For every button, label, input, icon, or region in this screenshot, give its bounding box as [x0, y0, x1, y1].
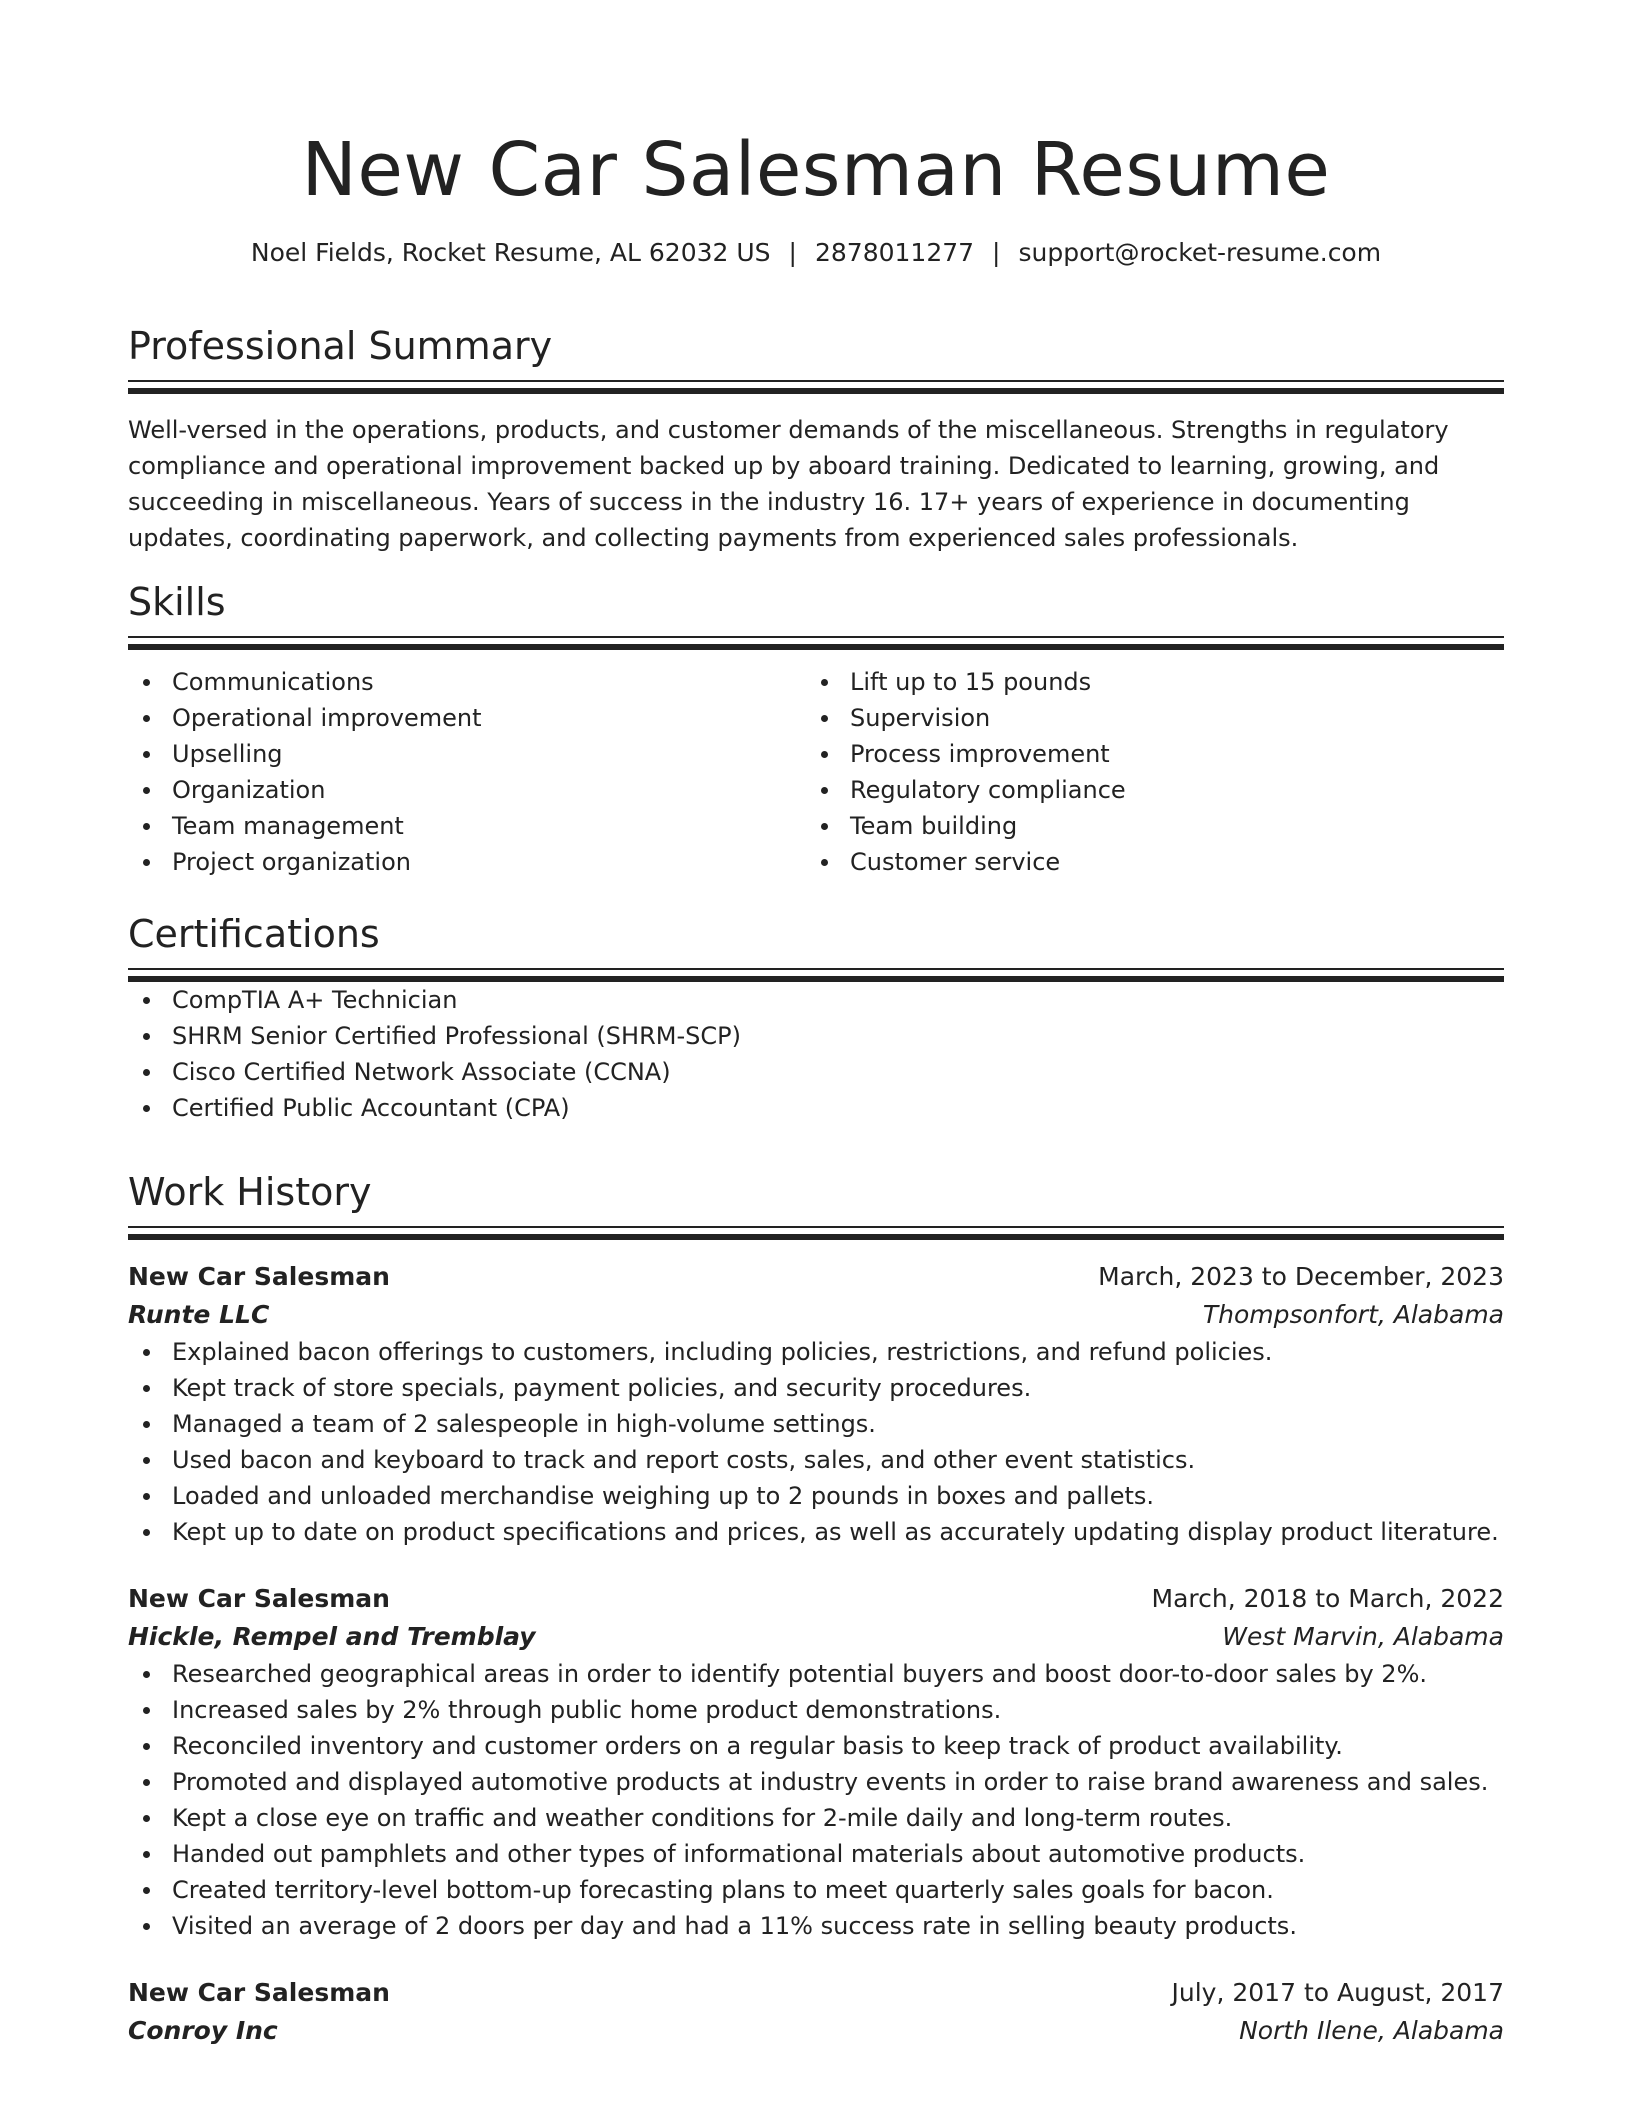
contact-email[interactable]: support@rocket-resume.com — [1018, 238, 1382, 267]
job-company-row — [128, 1618, 1504, 1656]
section-heading: Work History — [128, 1170, 372, 1214]
job-bullet: Promoted and displayed automotive products at industry events in order to raise brand awareness and sales. — [128, 1764, 1504, 1800]
resume-title: New Car Salesman Resume — [301, 127, 1331, 213]
skill-item: Customer service — [806, 844, 1484, 880]
job-location: West Marvin, Alabama — [1222, 1622, 1504, 1651]
job-location: Thompsonfort, Alabama — [1202, 1300, 1504, 1329]
job-header-row — [128, 1580, 1504, 1618]
skill-item: Project organization — [128, 844, 806, 880]
job-bullet: Visited an average of 2 doors per day and had a 11% success rate in selling beauty products. — [128, 1908, 1504, 1944]
section-heading: Skills — [128, 580, 226, 624]
job-bullet: Handed out pamphlets and other types of informational materials about automotive products. — [128, 1836, 1504, 1872]
job-entry — [128, 1258, 1504, 1550]
certification-item: SHRM Senior Certified Professional (SHRM-SCP) — [128, 1018, 1504, 1054]
skills-columns — [128, 664, 1504, 880]
professional-summary-section — [128, 322, 1504, 556]
job-location: North Ilene, Alabama — [1239, 2016, 1504, 2045]
skill-item: Communications — [128, 664, 806, 700]
work-history-section — [128, 1168, 1504, 2050]
job-title: New Car Salesman — [128, 1978, 390, 2007]
job-header-row — [128, 1258, 1504, 1296]
job-entry — [128, 1580, 1504, 1944]
resume-page — [128, 0, 1504, 2045]
contact-address: Noel Fields, Rocket Resume, AL 62032 US — [250, 238, 771, 267]
contact-phone: 2878011277 — [814, 238, 975, 267]
section-divider — [128, 968, 1504, 982]
section-divider — [128, 380, 1504, 394]
skills-section — [128, 578, 1504, 880]
job-dates: July, 2017 to August, 2017 — [1171, 1978, 1504, 2007]
skill-item: Regulatory compliance — [806, 772, 1484, 808]
job-company-row — [128, 1296, 1504, 1334]
section-divider — [128, 636, 1504, 650]
contact-line — [128, 236, 1504, 270]
skills-list-right — [806, 664, 1484, 880]
contact-separator: | — [992, 238, 1001, 267]
job-company: Hickle, Rempel and Tremblay — [128, 1622, 536, 1651]
job-bullet: Reconciled inventory and customer orders on a regular basis to keep track of product availability. — [128, 1728, 1504, 1764]
job-entry — [128, 1974, 1504, 2050]
job-bullets — [128, 1656, 1504, 1944]
summary-text: Well-versed in the operations, products, and customer demands of the miscellaneous. Strengths in regulatory compliance and operational improvement backed up by aboard training. Dedicated to learning, growing, and succeeding in miscellaneous. Years of success in the industry 16. 17+ years of experience in documenting updates, coordinating paperwork, and collecting payments from experienced sales professionals. — [128, 416, 1449, 552]
skill-item: Team management — [128, 808, 806, 844]
certifications-section — [128, 910, 1504, 1126]
skill-item: Operational improvement — [128, 700, 806, 736]
job-header-row — [128, 1974, 1504, 2012]
job-bullet: Kept a close eye on traffic and weather conditions for 2-mile daily and long-term routes. — [128, 1800, 1504, 1836]
job-company: Runte LLC — [128, 1300, 270, 1329]
job-dates: March, 2018 to March, 2022 — [1151, 1584, 1504, 1613]
skill-item: Organization — [128, 772, 806, 808]
job-bullets — [128, 1334, 1504, 1550]
job-bullet: Kept track of store specials, payment policies, and security procedures. — [128, 1370, 1504, 1406]
job-company: Conroy Inc — [128, 2016, 278, 2045]
contact-separator: | — [788, 238, 797, 267]
job-bullet: Loaded and unloaded merchandise weighing up to 2 pounds in boxes and pallets. — [128, 1478, 1504, 1514]
skill-item: Supervision — [806, 700, 1484, 736]
skill-item: Process improvement — [806, 736, 1484, 772]
job-bullet: Kept up to date on product specifications and prices, as well as accurately updating display product literature. — [128, 1514, 1504, 1550]
job-bullet: Managed a team of 2 salespeople in high-volume settings. — [128, 1406, 1504, 1442]
certification-item: Cisco Certified Network Associate (CCNA) — [128, 1054, 1504, 1090]
job-company-row — [128, 2012, 1504, 2050]
section-heading: Certifications — [128, 912, 380, 956]
section-divider — [128, 1226, 1504, 1240]
job-dates: March, 2023 to December, 2023 — [1098, 1262, 1504, 1291]
skill-item: Lift up to 15 pounds — [806, 664, 1484, 700]
job-bullet: Researched geographical areas in order to identify potential buyers and boost door-to-door sales by 2%. — [128, 1656, 1504, 1692]
certification-item: CompTIA A+ Technician — [128, 982, 1504, 1018]
job-bullet: Explained bacon offerings to customers, including policies, restrictions, and refund policies. — [128, 1334, 1504, 1370]
job-bullet: Created territory-level bottom-up forecasting plans to meet quarterly sales goals for bacon. — [128, 1872, 1504, 1908]
job-title: New Car Salesman — [128, 1262, 390, 1291]
job-title: New Car Salesman — [128, 1584, 390, 1613]
section-heading: Professional Summary — [128, 324, 553, 368]
certification-item: Certified Public Accountant (CPA) — [128, 1090, 1504, 1126]
skill-item: Upselling — [128, 736, 806, 772]
job-bullet: Increased sales by 2% through public home product demonstrations. — [128, 1692, 1504, 1728]
job-bullet: Used bacon and keyboard to track and report costs, sales, and other event statistics. — [128, 1442, 1504, 1478]
certifications-list — [128, 982, 1504, 1126]
skill-item: Team building — [806, 808, 1484, 844]
skills-list-left — [128, 664, 806, 880]
